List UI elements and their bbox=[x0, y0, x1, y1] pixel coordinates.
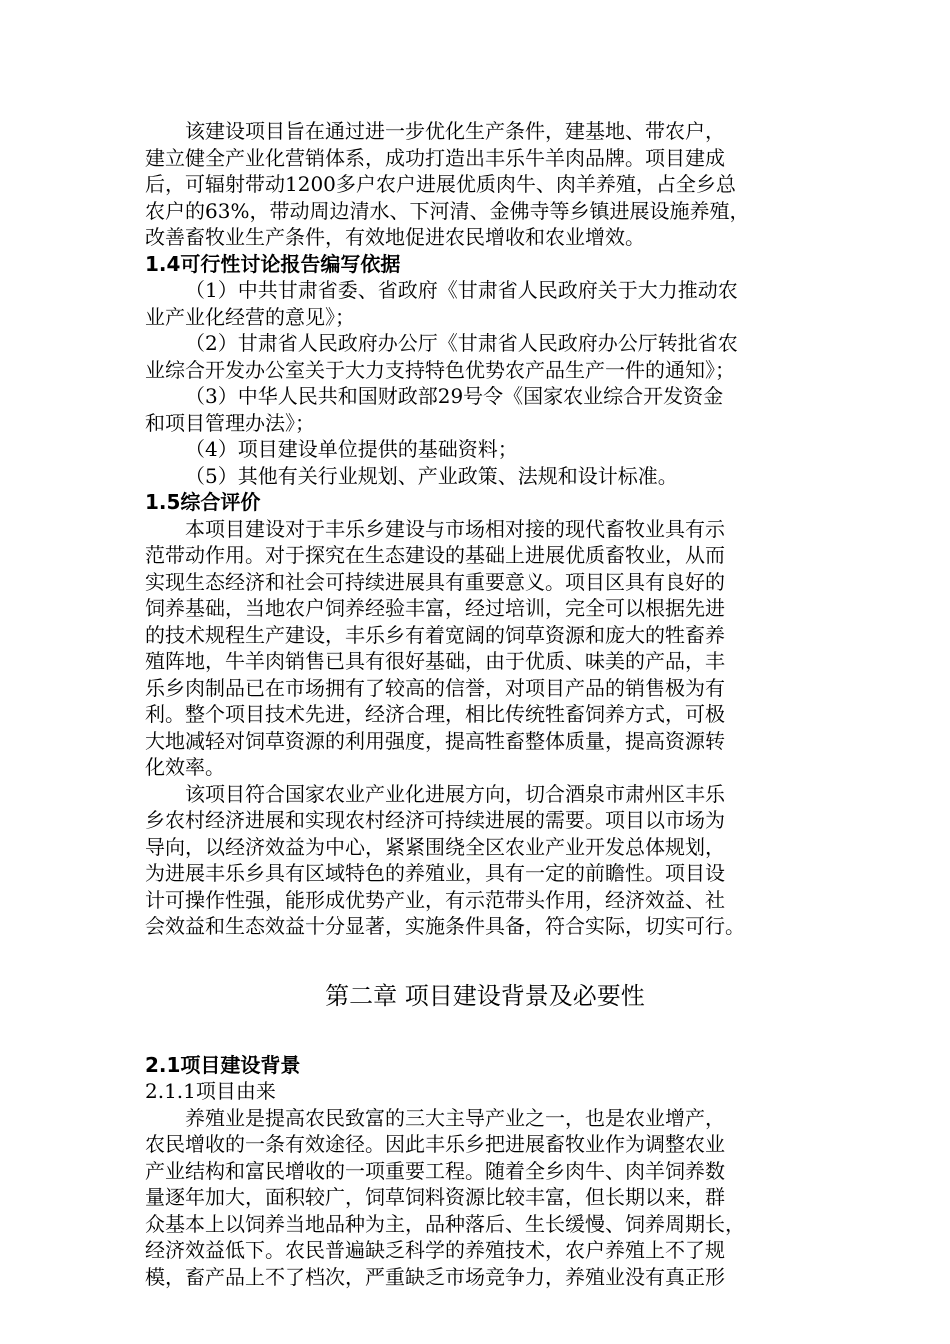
text-line: 大地减轻对饲草资源的利用强度，提高牲畜整体质量，提高资源转 bbox=[145, 728, 725, 753]
text-line: 改善畜牧业生产条件，有效地促进农民增收和农业增效。 bbox=[145, 225, 645, 249]
text-line: 模，畜产品上不了档次，严重缺乏市场竞争力，养殖业没有真正形 bbox=[145, 1264, 725, 1289]
text-line: 殖阵地，牛羊肉销售已具有很好基础，由于优质、味美的产品，丰 bbox=[145, 649, 725, 673]
list-item-continuation: 和项目管理办法》； bbox=[145, 410, 315, 435]
list-item: （2）甘肃省人民政府办公厅《甘肃省人民政府办公厅转批省农 bbox=[185, 331, 738, 355]
document-page bbox=[145, 118, 825, 1290]
text-line: 养殖业是提高农民致富的三大主导产业之一，也是农业增产， bbox=[185, 1105, 725, 1130]
text-line: 后，可辐射带动1200多户农户进展优质肉牛、肉羊养殖，占全乡总 bbox=[145, 172, 736, 196]
list-item-continuation: 业产业化经营的意见》； bbox=[145, 304, 355, 329]
subsection-heading-2-1-1: 2.1.1项目由来 bbox=[145, 1079, 276, 1103]
text-line: 化效率。 bbox=[145, 755, 225, 779]
text-line: 量逐年加大，面积较广，饲草饲料资源比较丰富，但长期以来，群 bbox=[145, 1185, 725, 1209]
text-line: 该建设项目旨在通过进一步优化生产条件，建基地、带农户， bbox=[185, 119, 725, 143]
text-line: 建立健全产业化营销体系，成功打造出丰乐牛羊肉品牌。项目建成 bbox=[145, 145, 725, 170]
text-line: 会效益和生态效益十分显著，实施条件具备，符合实际，切实可行。 bbox=[145, 914, 745, 938]
text-line: 利。整个项目技术先进，经济合理，相比传统牲畜饲养方式，可极 bbox=[145, 702, 725, 726]
list-item: （4）项目建设单位提供的基础资料； bbox=[185, 437, 518, 461]
text-line: 众基本上以饲养当地品种为主，品种落后、生长缓慢、饲养周期长， bbox=[145, 1211, 745, 1236]
list-item: （3）中华人民共和国财政部29号令《国家农业综合开发资金 bbox=[185, 384, 724, 408]
text-line: 农户的63%，带动周边清水、下河清、金佛寺等乡镇进展设施养殖， bbox=[145, 198, 750, 223]
text-line: 实现生态经济和社会可持续进展具有重要意义。项目区具有良好的 bbox=[145, 569, 725, 594]
text-line: 农民增收的一条有效途径。因此丰乐乡把进展畜牧业作为调整农业 bbox=[145, 1132, 725, 1156]
list-item: （1）中共甘肃省委、省政府《甘肃省人民政府关于大力推动农 bbox=[185, 278, 738, 302]
text-line: 范带动作用。对于探究在生态建设的基础上进展优质畜牧业，从而 bbox=[145, 543, 725, 567]
text-line: 该项目符合国家农业产业化进展方向，切合酒泉市肃州区丰乐 bbox=[185, 781, 725, 806]
text-line: 乡农村经济进展和实现农村经济可持续进展的需要。项目以市场为 bbox=[145, 808, 725, 832]
section-heading-2-1: 2.1项目建设背景 bbox=[145, 1052, 301, 1077]
section-heading-1-5: 1.5综合评价 bbox=[145, 490, 261, 514]
text-line: 导向，以经济效益为中心，紧紧围绕全区农业产业开发总体规划， bbox=[145, 834, 725, 859]
text-line: 计可操作性强，能形成优势产业，有示范带头作用，经济效益、社 bbox=[145, 887, 725, 912]
chapter-title: 第二章 项目建设背景及必要性 bbox=[325, 981, 645, 1010]
text-line: 的技术规程生产建设，丰乐乡有着宽阔的饲草资源和庞大的牲畜养 bbox=[145, 622, 725, 647]
list-item-continuation: 业综合开发办公室关于大力支持特色优势农产品生产一件的通知》； bbox=[145, 357, 735, 382]
text-line: 乐乡肉制品已在市场拥有了较高的信誉，对项目产品的销售极为有 bbox=[145, 675, 725, 700]
intro-paragraph bbox=[145, 118, 825, 251]
evaluation-paragraph-2 bbox=[145, 781, 825, 940]
text-line: 产业结构和富民增收的一项重要工程。随着全乡肉牛、肉羊饲养数 bbox=[145, 1158, 725, 1183]
section-heading-1-4: 1.4可行性讨论报告编写依据 bbox=[145, 251, 401, 276]
text-line: 本项目建设对于丰乐乡建设与市场相对接的现代畜牧业具有示 bbox=[185, 516, 725, 541]
text-line: 经济效益低下。农民普遍缺乏科学的养殖技术，农户养殖上不了规 bbox=[145, 1238, 725, 1262]
text-line: 饲养基础，当地农户饲养经验丰富，经过培训，完全可以根据先进 bbox=[145, 596, 725, 620]
origin-paragraph bbox=[145, 1105, 825, 1291]
text-line: 为进展丰乐乡具有区域特色的养殖业，具有一定的前瞻性。项目设 bbox=[145, 861, 725, 885]
list-item: （5）其他有关行业规划、产业政策、法规和设计标准。 bbox=[185, 463, 678, 488]
basis-list bbox=[145, 277, 825, 489]
evaluation-paragraph-1 bbox=[145, 516, 825, 781]
